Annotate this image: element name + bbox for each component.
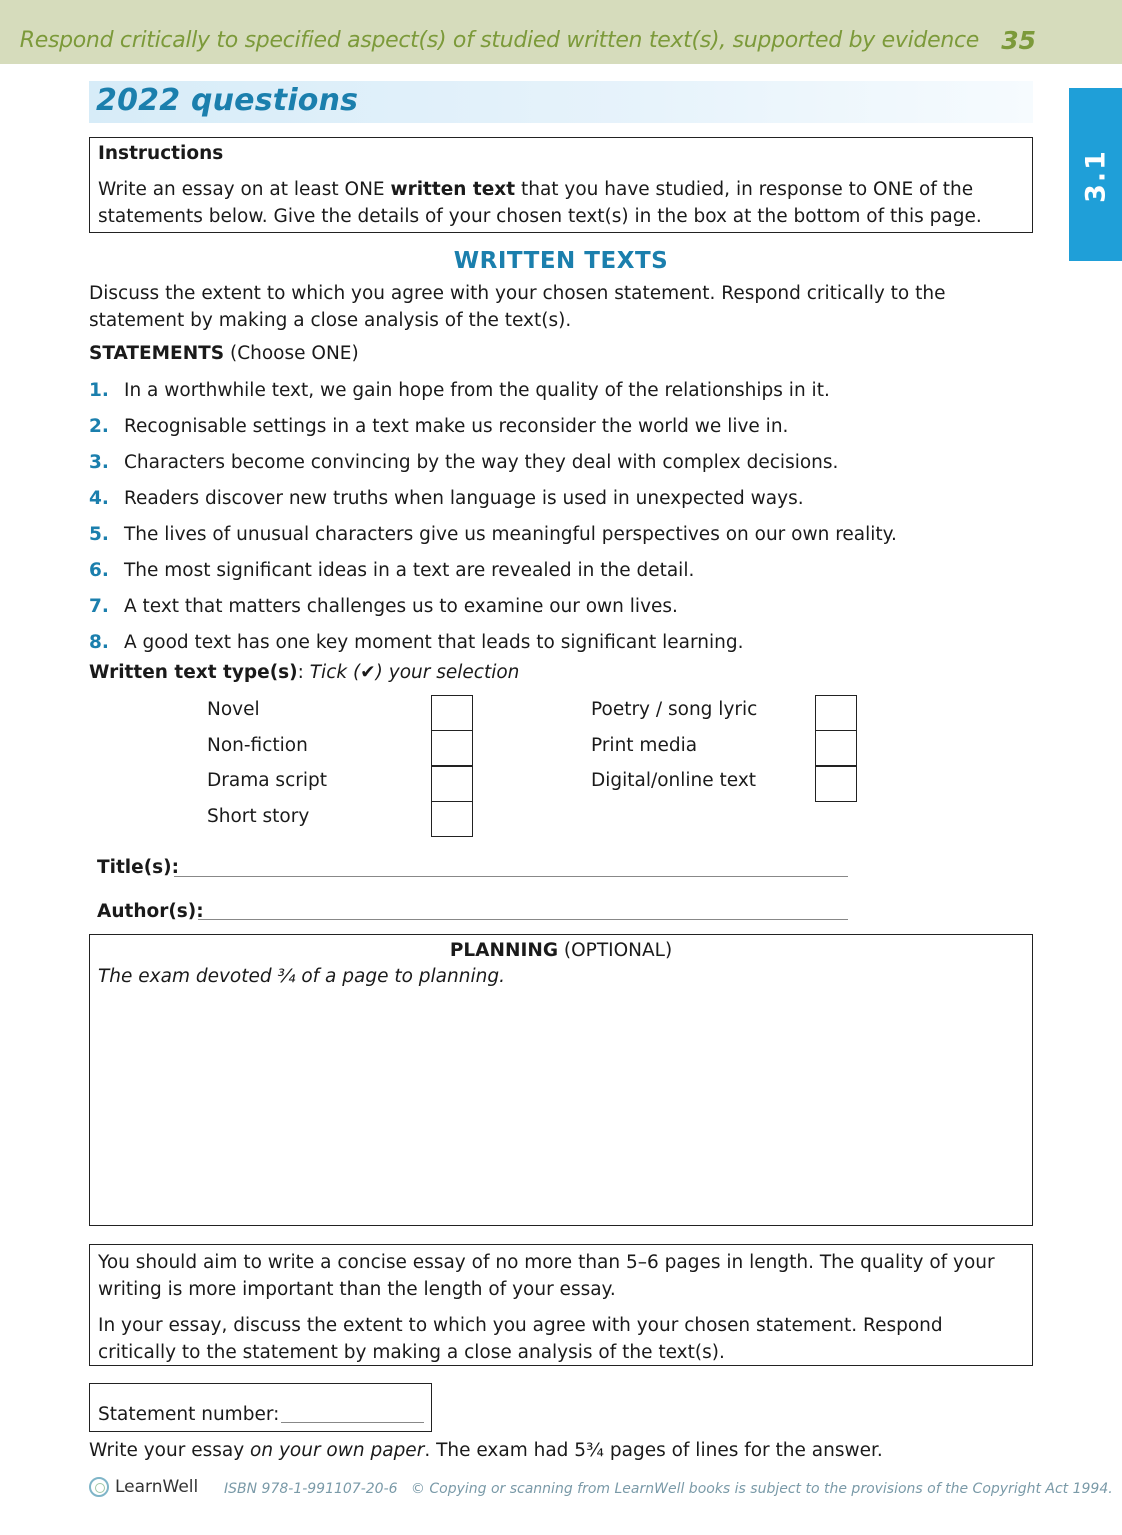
planning-note: The exam devoted ¾ of a page to planning. [98, 966, 505, 987]
statement-item [89, 450, 1033, 486]
statement-number: 3. [89, 452, 109, 473]
text-type-label-bold: Written text type(s) [89, 662, 298, 683]
section-tab-label: 3.1 [1080, 149, 1111, 203]
page-title: 2022 questions [96, 83, 359, 118]
statement-number-label: Statement number: [98, 1404, 280, 1425]
checkbox-short-story[interactable] [431, 801, 473, 837]
statement-item [89, 594, 1033, 630]
statement-list [89, 378, 1033, 666]
instructions-text-bold: written text [390, 179, 516, 200]
statements-heading [89, 343, 359, 364]
statement-item [89, 558, 1033, 594]
section-tab [1069, 88, 1122, 261]
type-label-short-story: Short story [207, 806, 310, 827]
statement-number: 8. [89, 632, 109, 653]
statement-text: Readers discover new truths when language is used in unexpected ways. [124, 488, 804, 509]
checkbox-print-media[interactable] [815, 730, 857, 766]
text-type-label-colon: : [297, 662, 310, 683]
author-field-line[interactable] [198, 919, 848, 920]
guidance-paragraph-1: You should aim to write a concise essay of no more than 5–6 pages in length. The quality of your writing is more important than the length of your essay. [98, 1252, 995, 1300]
instructions-heading: Instructions [98, 143, 224, 164]
statement-item [89, 414, 1033, 450]
statement-number: 6. [89, 560, 109, 581]
statement-number: 2. [89, 416, 109, 437]
title-band [89, 81, 1033, 123]
instructions-text-2: that you have studied, in response to ONE of the statements below. Give the details of your chosen text(s) in the box at the bottom of this page. [98, 179, 982, 227]
essay-guidance-box [89, 1244, 1033, 1366]
statement-number-line[interactable] [281, 1422, 424, 1423]
statement-item [89, 486, 1033, 522]
statement-text: Characters become convincing by the way they deal with complex decisions. [124, 452, 839, 473]
statement-text: The lives of unusual characters give us meaningful perspectives on our own reality. [124, 524, 897, 545]
closing-text-1: Write your essay [89, 1440, 251, 1461]
type-label-non-fiction: Non-fiction [207, 735, 308, 756]
copyright-notice: © Copying or scanning from LearnWell books is subject to the provisions of the Copyright Act 1994. [410, 1481, 1113, 1497]
text-type-label [89, 662, 519, 683]
statement-number: 4. [89, 488, 109, 509]
statement-text: The most significant ideas in a text are revealed in the detail. [124, 560, 695, 581]
type-label-digital-online-text: Digital/online text [591, 770, 757, 791]
publisher-logo [89, 1477, 198, 1497]
running-header [0, 0, 1122, 64]
learnwell-logo-icon [89, 1477, 109, 1497]
statement-item [89, 630, 1033, 666]
checkbox-drama-script[interactable] [431, 766, 473, 802]
planning-heading-bold: PLANNING [449, 940, 559, 961]
statement-number: 1. [89, 380, 109, 401]
planning-heading-rest: (OPTIONAL) [558, 940, 673, 961]
statement-number: 5. [89, 524, 109, 545]
planning-box[interactable] [89, 934, 1033, 1226]
statement-text: A good text has one key moment that leads to significant learning. [124, 632, 744, 653]
author-field-label: Author(s): [97, 901, 204, 922]
statement-item [89, 378, 1033, 414]
statements-heading-bold: STATEMENTS [89, 343, 225, 364]
instructions-body [98, 176, 1024, 230]
text-type-label-italic: Tick (✔) your selection [309, 662, 520, 683]
publisher-name: LearnWell [115, 1477, 199, 1497]
statement-number-box [89, 1383, 432, 1432]
footer-text [224, 1481, 1113, 1497]
type-label-print-media: Print media [591, 735, 698, 756]
checkbox-novel[interactable] [431, 695, 473, 731]
statement-text: In a worthwhile text, we gain hope from the quality of the relationships in it. [124, 380, 830, 401]
closing-instruction [89, 1440, 883, 1461]
section-heading: WRITTEN TEXTS [453, 248, 669, 274]
type-label-poetry-song-lyric: Poetry / song lyric [591, 699, 758, 720]
closing-text-2: . The exam had 5¾ pages of lines for the answer. [424, 1440, 883, 1461]
statement-number: 7. [89, 596, 109, 617]
statement-item [89, 522, 1033, 558]
type-label-drama-script: Drama script [207, 770, 327, 791]
running-title: Respond critically to specified aspect(s) of studied written text(s), supported by evidence [19, 28, 979, 53]
type-label-novel: Novel [207, 699, 260, 720]
planning-heading [98, 940, 1024, 961]
title-field-line[interactable] [174, 876, 848, 877]
checkbox-poetry-song-lyric[interactable] [815, 695, 857, 731]
checkbox-digital-online-text[interactable] [815, 766, 857, 802]
instructions-box [89, 137, 1033, 233]
isbn: ISBN 978-1-991107-20-6 [224, 1481, 398, 1497]
instructions-text-1: Write an essay on at least ONE [98, 179, 391, 200]
page-number: 35 [1001, 26, 1036, 55]
statement-text: A text that matters challenges us to examine our own lives. [124, 596, 678, 617]
closing-text-italic: on your own paper [250, 1440, 425, 1461]
statements-heading-rest: (Choose ONE) [224, 343, 359, 364]
intro-text: Discuss the extent to which you agree with your chosen statement. Respond critically to the statement by making a close analysis of the text(s). [89, 283, 946, 331]
checkbox-non-fiction[interactable] [431, 730, 473, 766]
guidance-paragraph-2: In your essay, discuss the extent to which you agree with your chosen statement. Respond critically to the statement by making a close analysis of the text(s). [98, 1315, 943, 1363]
title-field-label: Title(s): [97, 857, 180, 878]
statement-text: Recognisable settings in a text make us reconsider the world we live in. [124, 416, 789, 437]
